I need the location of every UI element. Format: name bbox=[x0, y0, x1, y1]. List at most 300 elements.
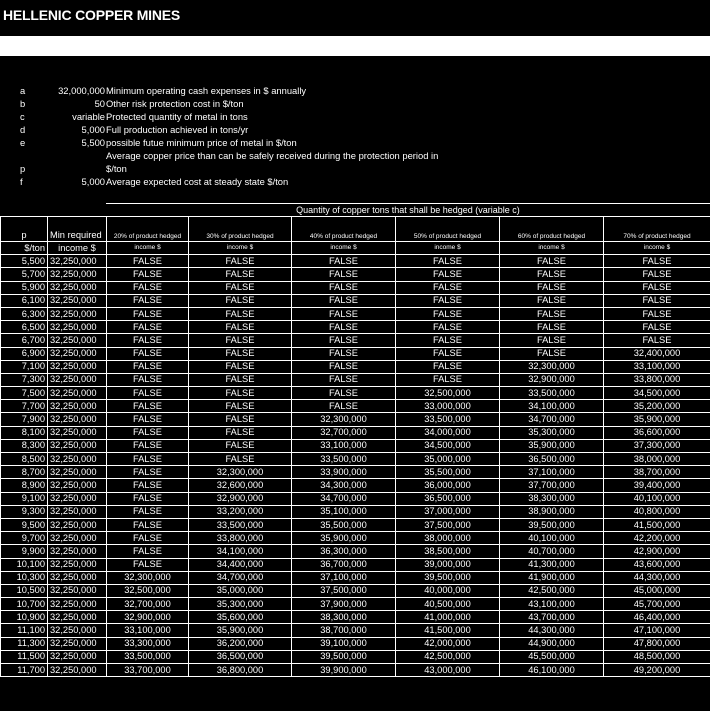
income-cell[interactable]: FALSE bbox=[292, 255, 396, 268]
price-cell[interactable]: 11,500 bbox=[1, 650, 48, 663]
income-cell[interactable]: 42,000,000 bbox=[396, 637, 500, 650]
income-cell[interactable]: 37,900,000 bbox=[292, 598, 396, 611]
min-income-cell[interactable]: 32,250,000 bbox=[48, 558, 107, 571]
price-cell[interactable]: 7,100 bbox=[1, 360, 48, 373]
min-income-cell[interactable]: 32,250,000 bbox=[48, 334, 107, 347]
income-cell[interactable]: 37,500,000 bbox=[292, 584, 396, 597]
income-cell[interactable]: 36,500,000 bbox=[396, 492, 500, 505]
income-cell[interactable]: 39,500,000 bbox=[396, 571, 500, 584]
income-cell[interactable]: 38,300,000 bbox=[292, 611, 396, 624]
income-cell[interactable]: 38,700,000 bbox=[604, 466, 710, 479]
income-cell[interactable]: 36,000,000 bbox=[396, 479, 500, 492]
income-cell[interactable]: 39,000,000 bbox=[396, 558, 500, 571]
min-income-cell[interactable]: 32,250,000 bbox=[48, 426, 107, 439]
income-cell[interactable]: 39,100,000 bbox=[292, 637, 396, 650]
price-cell[interactable]: 7,900 bbox=[1, 413, 48, 426]
income-cell[interactable]: 43,700,000 bbox=[500, 611, 604, 624]
income-cell[interactable]: 38,000,000 bbox=[604, 453, 710, 466]
price-cell[interactable]: 9,100 bbox=[1, 492, 48, 505]
income-cell[interactable]: 42,500,000 bbox=[500, 584, 604, 597]
income-cell[interactable]: FALSE bbox=[189, 347, 292, 360]
income-cell[interactable]: 33,100,000 bbox=[292, 439, 396, 452]
income-cell[interactable]: 34,700,000 bbox=[292, 492, 396, 505]
income-cell[interactable]: FALSE bbox=[292, 294, 396, 307]
table-row bbox=[1, 373, 710, 386]
min-income-cell[interactable]: 32,250,000 bbox=[48, 611, 107, 624]
income-cell[interactable]: 36,700,000 bbox=[292, 558, 396, 571]
min-income-cell[interactable]: 32,250,000 bbox=[48, 664, 107, 677]
income-cell[interactable]: 42,500,000 bbox=[396, 650, 500, 663]
income-cell[interactable]: 32,900,000 bbox=[500, 373, 604, 386]
income-cell[interactable]: FALSE bbox=[396, 334, 500, 347]
price-cell[interactable]: 8,700 bbox=[1, 466, 48, 479]
price-cell[interactable]: 9,300 bbox=[1, 505, 48, 518]
income-cell[interactable]: 33,800,000 bbox=[604, 373, 710, 386]
income-cell[interactable]: FALSE bbox=[604, 255, 710, 268]
income-cell[interactable]: 38,300,000 bbox=[500, 492, 604, 505]
income-cell[interactable]: 35,900,000 bbox=[604, 413, 710, 426]
income-cell[interactable]: 48,500,000 bbox=[604, 650, 710, 663]
income-cell[interactable]: FALSE bbox=[107, 268, 189, 281]
price-cell[interactable]: 10,100 bbox=[1, 558, 48, 571]
income-cell[interactable]: FALSE bbox=[107, 479, 189, 492]
income-cell[interactable]: 37,100,000 bbox=[292, 571, 396, 584]
income-cell[interactable]: 43,100,000 bbox=[500, 598, 604, 611]
income-cell[interactable]: 32,900,000 bbox=[189, 492, 292, 505]
income-cell[interactable]: 34,400,000 bbox=[189, 558, 292, 571]
income-cell[interactable]: FALSE bbox=[107, 413, 189, 426]
income-cell[interactable]: FALSE bbox=[604, 334, 710, 347]
income-cell[interactable]: FALSE bbox=[500, 294, 604, 307]
param-value: 32,000,000 bbox=[58, 85, 105, 96]
income-cell[interactable]: FALSE bbox=[604, 307, 710, 320]
income-cell[interactable]: 35,000,000 bbox=[189, 584, 292, 597]
income-cell[interactable]: 33,900,000 bbox=[292, 466, 396, 479]
param-value: 5,000 bbox=[81, 124, 105, 135]
income-cell[interactable]: 35,500,000 bbox=[292, 518, 396, 531]
income-cell[interactable]: 33,100,000 bbox=[107, 624, 189, 637]
min-income-cell[interactable]: 32,250,000 bbox=[48, 255, 107, 268]
income-cell[interactable]: FALSE bbox=[189, 255, 292, 268]
income-cell[interactable]: FALSE bbox=[189, 439, 292, 452]
income-cell[interactable]: 37,100,000 bbox=[500, 466, 604, 479]
income-cell[interactable]: FALSE bbox=[189, 268, 292, 281]
min-income-cell[interactable]: 32,250,000 bbox=[48, 479, 107, 492]
income-cell[interactable]: 34,100,000 bbox=[189, 545, 292, 558]
min-income-cell[interactable]: 32,250,000 bbox=[48, 387, 107, 400]
income-cell[interactable]: FALSE bbox=[189, 360, 292, 373]
income-cell[interactable]: FALSE bbox=[292, 307, 396, 320]
income-cell[interactable]: FALSE bbox=[107, 387, 189, 400]
param-value: 5,500 bbox=[81, 137, 105, 148]
income-cell[interactable]: 46,400,000 bbox=[604, 611, 710, 624]
col-subheader: income $ bbox=[292, 242, 396, 255]
income-cell[interactable]: 36,800,000 bbox=[189, 664, 292, 677]
income-cell[interactable]: 32,300,000 bbox=[292, 413, 396, 426]
income-cell[interactable]: 34,500,000 bbox=[396, 439, 500, 452]
income-cell[interactable]: 32,500,000 bbox=[396, 387, 500, 400]
income-cell[interactable]: 32,900,000 bbox=[107, 611, 189, 624]
min-income-cell[interactable]: 32,250,000 bbox=[48, 637, 107, 650]
income-cell[interactable]: 47,800,000 bbox=[604, 637, 710, 650]
income-cell[interactable]: 32,500,000 bbox=[107, 584, 189, 597]
income-cell[interactable]: FALSE bbox=[500, 255, 604, 268]
income-cell[interactable]: 41,500,000 bbox=[396, 624, 500, 637]
income-cell[interactable]: FALSE bbox=[107, 518, 189, 531]
income-cell[interactable]: 33,500,000 bbox=[500, 387, 604, 400]
income-cell[interactable]: 33,000,000 bbox=[396, 400, 500, 413]
income-cell[interactable]: 45,000,000 bbox=[604, 584, 710, 597]
income-cell[interactable]: 34,500,000 bbox=[604, 387, 710, 400]
min-income-cell[interactable]: 32,250,000 bbox=[48, 294, 107, 307]
income-cell[interactable]: 34,100,000 bbox=[500, 400, 604, 413]
min-income-cell[interactable]: 32,250,000 bbox=[48, 373, 107, 386]
income-cell[interactable]: FALSE bbox=[396, 294, 500, 307]
income-cell[interactable]: FALSE bbox=[292, 400, 396, 413]
min-income-cell[interactable]: 32,250,000 bbox=[48, 281, 107, 294]
income-cell[interactable]: 38,900,000 bbox=[500, 505, 604, 518]
price-cell[interactable]: 6,300 bbox=[1, 307, 48, 320]
price-cell[interactable]: 8,100 bbox=[1, 426, 48, 439]
income-cell[interactable]: 42,900,000 bbox=[604, 545, 710, 558]
income-cell[interactable]: FALSE bbox=[107, 558, 189, 571]
min-income-cell[interactable]: 32,250,000 bbox=[48, 545, 107, 558]
income-cell[interactable]: 44,300,000 bbox=[500, 624, 604, 637]
income-cell[interactable]: FALSE bbox=[107, 545, 189, 558]
income-cell[interactable]: FALSE bbox=[107, 321, 189, 334]
income-cell[interactable]: 33,500,000 bbox=[189, 518, 292, 531]
param-desc: Protected quantity of metal in tons bbox=[106, 111, 248, 122]
col-subheader: income $ bbox=[189, 242, 292, 255]
price-cell[interactable]: 6,500 bbox=[1, 321, 48, 334]
income-cell[interactable]: FALSE bbox=[500, 268, 604, 281]
income-cell[interactable]: 36,300,000 bbox=[292, 545, 396, 558]
income-cell[interactable]: 35,200,000 bbox=[604, 400, 710, 413]
income-cell[interactable]: 35,300,000 bbox=[500, 426, 604, 439]
income-cell[interactable]: FALSE bbox=[189, 373, 292, 386]
price-cell[interactable]: 8,300 bbox=[1, 439, 48, 452]
input-bar[interactable] bbox=[0, 36, 710, 56]
income-cell[interactable]: FALSE bbox=[189, 334, 292, 347]
price-cell[interactable]: 9,900 bbox=[1, 545, 48, 558]
income-cell[interactable]: 39,500,000 bbox=[500, 518, 604, 531]
income-cell[interactable]: FALSE bbox=[107, 334, 189, 347]
income-cell[interactable]: FALSE bbox=[189, 400, 292, 413]
income-cell[interactable]: FALSE bbox=[107, 426, 189, 439]
income-cell[interactable]: 40,800,000 bbox=[604, 505, 710, 518]
income-cell[interactable]: FALSE bbox=[396, 307, 500, 320]
table-row bbox=[1, 492, 710, 505]
price-cell[interactable]: 8,500 bbox=[1, 453, 48, 466]
param-label: c bbox=[20, 111, 25, 122]
income-cell[interactable]: 33,500,000 bbox=[292, 453, 396, 466]
income-cell[interactable]: FALSE bbox=[604, 294, 710, 307]
income-cell[interactable]: FALSE bbox=[500, 334, 604, 347]
table-row bbox=[1, 598, 710, 611]
income-cell[interactable]: FALSE bbox=[500, 307, 604, 320]
income-cell[interactable]: 37,700,000 bbox=[500, 479, 604, 492]
table-row bbox=[1, 664, 710, 677]
income-cell[interactable]: FALSE bbox=[500, 321, 604, 334]
min-income-cell[interactable]: 32,250,000 bbox=[48, 518, 107, 531]
min-income-cell[interactable]: 32,250,000 bbox=[48, 466, 107, 479]
min-income-cell[interactable]: 32,250,000 bbox=[48, 492, 107, 505]
income-cell[interactable]: FALSE bbox=[396, 321, 500, 334]
income-cell[interactable]: FALSE bbox=[396, 373, 500, 386]
income-cell[interactable]: 42,200,000 bbox=[604, 532, 710, 545]
income-cell[interactable]: 35,900,000 bbox=[292, 532, 396, 545]
param-row bbox=[0, 84, 710, 97]
income-cell[interactable]: 36,500,000 bbox=[500, 453, 604, 466]
min-income-cell[interactable]: 32,250,000 bbox=[48, 505, 107, 518]
income-cell[interactable]: 36,500,000 bbox=[189, 650, 292, 663]
income-cell[interactable]: FALSE bbox=[292, 360, 396, 373]
table-row bbox=[1, 532, 710, 545]
col-header: 50% of product hedged bbox=[396, 217, 500, 242]
col-header: Min required bbox=[48, 217, 107, 242]
income-cell[interactable]: 32,700,000 bbox=[292, 426, 396, 439]
min-income-cell[interactable]: 32,250,000 bbox=[48, 400, 107, 413]
income-cell[interactable]: 40,100,000 bbox=[604, 492, 710, 505]
price-cell[interactable]: 9,700 bbox=[1, 532, 48, 545]
income-cell[interactable]: FALSE bbox=[107, 373, 189, 386]
income-cell[interactable]: 35,600,000 bbox=[189, 611, 292, 624]
income-cell[interactable]: 41,300,000 bbox=[500, 558, 604, 571]
income-cell[interactable]: 34,700,000 bbox=[500, 413, 604, 426]
min-income-cell[interactable]: 32,250,000 bbox=[48, 360, 107, 373]
income-cell[interactable]: 36,200,000 bbox=[189, 637, 292, 650]
min-income-cell[interactable]: 32,250,000 bbox=[48, 598, 107, 611]
income-cell[interactable]: 43,000,000 bbox=[396, 664, 500, 677]
income-cell[interactable]: FALSE bbox=[107, 255, 189, 268]
income-cell[interactable]: 40,100,000 bbox=[500, 532, 604, 545]
table-row bbox=[1, 479, 710, 492]
col-header: 20% of product hedged bbox=[107, 217, 189, 242]
income-cell[interactable]: 33,500,000 bbox=[396, 413, 500, 426]
table-row bbox=[1, 294, 710, 307]
income-cell[interactable]: 38,700,000 bbox=[292, 624, 396, 637]
price-cell[interactable]: 11,700 bbox=[1, 664, 48, 677]
min-income-cell[interactable]: 32,250,000 bbox=[48, 307, 107, 320]
income-cell[interactable]: 39,400,000 bbox=[604, 479, 710, 492]
income-cell[interactable]: FALSE bbox=[107, 453, 189, 466]
income-cell[interactable]: FALSE bbox=[189, 307, 292, 320]
price-cell[interactable]: 5,500 bbox=[1, 255, 48, 268]
price-cell[interactable]: 11,300 bbox=[1, 637, 48, 650]
income-cell[interactable]: 34,700,000 bbox=[189, 571, 292, 584]
income-cell[interactable]: FALSE bbox=[292, 334, 396, 347]
income-cell[interactable]: 39,900,000 bbox=[292, 664, 396, 677]
income-cell[interactable]: 32,300,000 bbox=[189, 466, 292, 479]
income-cell[interactable]: FALSE bbox=[396, 255, 500, 268]
income-cell[interactable]: 38,500,000 bbox=[396, 545, 500, 558]
income-cell[interactable]: FALSE bbox=[107, 347, 189, 360]
col-header: 70% of product hedged bbox=[604, 217, 710, 242]
income-cell[interactable]: 35,900,000 bbox=[189, 624, 292, 637]
min-income-cell[interactable]: 32,250,000 bbox=[48, 650, 107, 663]
income-cell[interactable]: FALSE bbox=[292, 268, 396, 281]
price-cell[interactable]: 6,900 bbox=[1, 347, 48, 360]
income-cell[interactable]: 39,500,000 bbox=[292, 650, 396, 663]
price-cell[interactable]: 7,300 bbox=[1, 373, 48, 386]
price-cell[interactable]: 9,500 bbox=[1, 518, 48, 531]
income-cell[interactable]: 37,500,000 bbox=[396, 518, 500, 531]
income-cell[interactable]: FALSE bbox=[107, 294, 189, 307]
income-cell[interactable]: 41,900,000 bbox=[500, 571, 604, 584]
min-income-cell[interactable]: 32,250,000 bbox=[48, 624, 107, 637]
income-cell[interactable]: FALSE bbox=[292, 387, 396, 400]
table-row bbox=[1, 413, 710, 426]
income-cell[interactable]: FALSE bbox=[107, 400, 189, 413]
min-income-cell[interactable]: 32,250,000 bbox=[48, 413, 107, 426]
income-cell[interactable]: 33,200,000 bbox=[189, 505, 292, 518]
param-row bbox=[0, 149, 710, 162]
income-cell[interactable]: FALSE bbox=[107, 281, 189, 294]
price-cell[interactable]: 5,900 bbox=[1, 281, 48, 294]
income-cell[interactable]: FALSE bbox=[500, 347, 604, 360]
price-cell[interactable]: 10,300 bbox=[1, 571, 48, 584]
min-income-cell[interactable]: 32,250,000 bbox=[48, 268, 107, 281]
income-cell[interactable]: FALSE bbox=[107, 492, 189, 505]
table-row bbox=[1, 426, 710, 439]
param-label: f bbox=[20, 176, 23, 187]
param-desc: Average expected cost at steady state $/ton bbox=[106, 176, 289, 187]
price-cell[interactable]: 7,500 bbox=[1, 387, 48, 400]
col-subheader: income $ bbox=[48, 242, 107, 255]
income-cell[interactable]: FALSE bbox=[107, 532, 189, 545]
income-cell[interactable]: 32,600,000 bbox=[189, 479, 292, 492]
col-subheader: income $ bbox=[604, 242, 710, 255]
income-cell[interactable]: FALSE bbox=[107, 439, 189, 452]
col-subheader: income $ bbox=[396, 242, 500, 255]
income-cell[interactable]: FALSE bbox=[396, 347, 500, 360]
income-cell[interactable]: 44,300,000 bbox=[604, 571, 710, 584]
param-desc: Average copper price than can be safely received during the protection period in bbox=[106, 150, 439, 161]
price-cell[interactable]: 10,500 bbox=[1, 584, 48, 597]
income-cell[interactable]: 33,100,000 bbox=[604, 360, 710, 373]
income-cell[interactable]: FALSE bbox=[292, 347, 396, 360]
income-cell[interactable]: 47,100,000 bbox=[604, 624, 710, 637]
table-row bbox=[1, 268, 710, 281]
price-cell[interactable]: 10,700 bbox=[1, 598, 48, 611]
income-cell[interactable]: 45,700,000 bbox=[604, 598, 710, 611]
min-income-cell[interactable]: 32,250,000 bbox=[48, 584, 107, 597]
price-cell[interactable]: 6,700 bbox=[1, 334, 48, 347]
income-cell[interactable]: 32,300,000 bbox=[500, 360, 604, 373]
income-cell[interactable]: 35,100,000 bbox=[292, 505, 396, 518]
income-cell[interactable]: FALSE bbox=[189, 281, 292, 294]
param-row bbox=[0, 136, 710, 149]
income-cell[interactable]: FALSE bbox=[189, 426, 292, 439]
income-cell[interactable]: FALSE bbox=[396, 268, 500, 281]
min-income-cell[interactable]: 32,250,000 bbox=[48, 347, 107, 360]
income-cell[interactable]: FALSE bbox=[396, 360, 500, 373]
income-cell[interactable]: FALSE bbox=[189, 321, 292, 334]
income-cell[interactable]: 35,300,000 bbox=[189, 598, 292, 611]
income-cell[interactable]: 38,000,000 bbox=[396, 532, 500, 545]
income-cell[interactable]: FALSE bbox=[396, 281, 500, 294]
param-desc: Full production achieved in tons/yr bbox=[106, 124, 249, 135]
param-value: variable bbox=[72, 111, 105, 122]
income-cell[interactable]: 35,500,000 bbox=[396, 466, 500, 479]
col-subheader: income $ bbox=[107, 242, 189, 255]
income-cell[interactable]: 45,500,000 bbox=[500, 650, 604, 663]
income-cell[interactable]: 40,500,000 bbox=[396, 598, 500, 611]
income-cell[interactable]: 33,300,000 bbox=[107, 637, 189, 650]
min-income-cell[interactable]: 32,250,000 bbox=[48, 571, 107, 584]
col-subheader: income $ bbox=[500, 242, 604, 255]
income-cell[interactable]: FALSE bbox=[500, 281, 604, 294]
price-cell[interactable]: 10,900 bbox=[1, 611, 48, 624]
income-cell[interactable]: FALSE bbox=[292, 281, 396, 294]
col-header: 60% of product hedged bbox=[500, 217, 604, 242]
income-cell[interactable]: 40,700,000 bbox=[500, 545, 604, 558]
header-row bbox=[1, 242, 710, 255]
income-cell[interactable]: 34,000,000 bbox=[396, 426, 500, 439]
income-cell[interactable]: FALSE bbox=[604, 321, 710, 334]
income-cell[interactable]: 40,000,000 bbox=[396, 584, 500, 597]
income-cell[interactable]: 33,700,000 bbox=[107, 664, 189, 677]
hedge-header: Quantity of copper tons that shall be hedged (variable c) bbox=[106, 203, 710, 216]
income-cell[interactable]: 41,500,000 bbox=[604, 518, 710, 531]
income-cell[interactable]: 35,900,000 bbox=[500, 439, 604, 452]
min-income-cell[interactable]: 32,250,000 bbox=[48, 532, 107, 545]
income-cell[interactable]: FALSE bbox=[292, 373, 396, 386]
income-cell[interactable]: 37,000,000 bbox=[396, 505, 500, 518]
income-cell[interactable]: 44,900,000 bbox=[500, 637, 604, 650]
min-income-cell[interactable]: 32,250,000 bbox=[48, 453, 107, 466]
income-cell[interactable]: 34,300,000 bbox=[292, 479, 396, 492]
param-label: b bbox=[20, 98, 26, 109]
income-cell[interactable]: 32,300,000 bbox=[107, 571, 189, 584]
income-cell[interactable]: 33,500,000 bbox=[107, 650, 189, 663]
income-cell[interactable]: 49,200,000 bbox=[604, 664, 710, 677]
min-income-cell[interactable]: 32,250,000 bbox=[48, 439, 107, 452]
income-cell[interactable]: FALSE bbox=[189, 453, 292, 466]
income-cell[interactable]: 35,000,000 bbox=[396, 453, 500, 466]
income-cell[interactable]: 32,700,000 bbox=[107, 598, 189, 611]
income-cell[interactable]: FALSE bbox=[189, 387, 292, 400]
income-cell[interactable]: 37,300,000 bbox=[604, 439, 710, 452]
income-cell[interactable]: 41,000,000 bbox=[396, 611, 500, 624]
income-cell[interactable]: FALSE bbox=[189, 294, 292, 307]
income-cell[interactable]: 46,100,000 bbox=[500, 664, 604, 677]
price-cell[interactable]: 8,900 bbox=[1, 479, 48, 492]
price-cell[interactable]: 5,700 bbox=[1, 268, 48, 281]
income-cell[interactable]: FALSE bbox=[189, 413, 292, 426]
table-row bbox=[1, 255, 710, 268]
income-cell[interactable]: FALSE bbox=[107, 466, 189, 479]
income-cell[interactable]: 43,600,000 bbox=[604, 558, 710, 571]
param-label: a bbox=[20, 85, 26, 96]
income-cell[interactable]: 36,600,000 bbox=[604, 426, 710, 439]
table-row bbox=[1, 611, 710, 624]
income-cell[interactable]: 33,800,000 bbox=[189, 532, 292, 545]
price-cell[interactable]: 7,700 bbox=[1, 400, 48, 413]
min-income-cell[interactable]: 32,250,000 bbox=[48, 321, 107, 334]
income-cell[interactable]: FALSE bbox=[107, 307, 189, 320]
table-row bbox=[1, 347, 710, 360]
price-cell[interactable]: 11,100 bbox=[1, 624, 48, 637]
income-cell[interactable]: FALSE bbox=[604, 281, 710, 294]
income-cell[interactable]: FALSE bbox=[292, 321, 396, 334]
table-row bbox=[1, 453, 710, 466]
income-cell[interactable]: FALSE bbox=[107, 505, 189, 518]
income-cell[interactable]: FALSE bbox=[107, 360, 189, 373]
income-cell[interactable]: FALSE bbox=[604, 268, 710, 281]
income-cell[interactable]: 32,400,000 bbox=[604, 347, 710, 360]
price-cell[interactable]: 6,100 bbox=[1, 294, 48, 307]
